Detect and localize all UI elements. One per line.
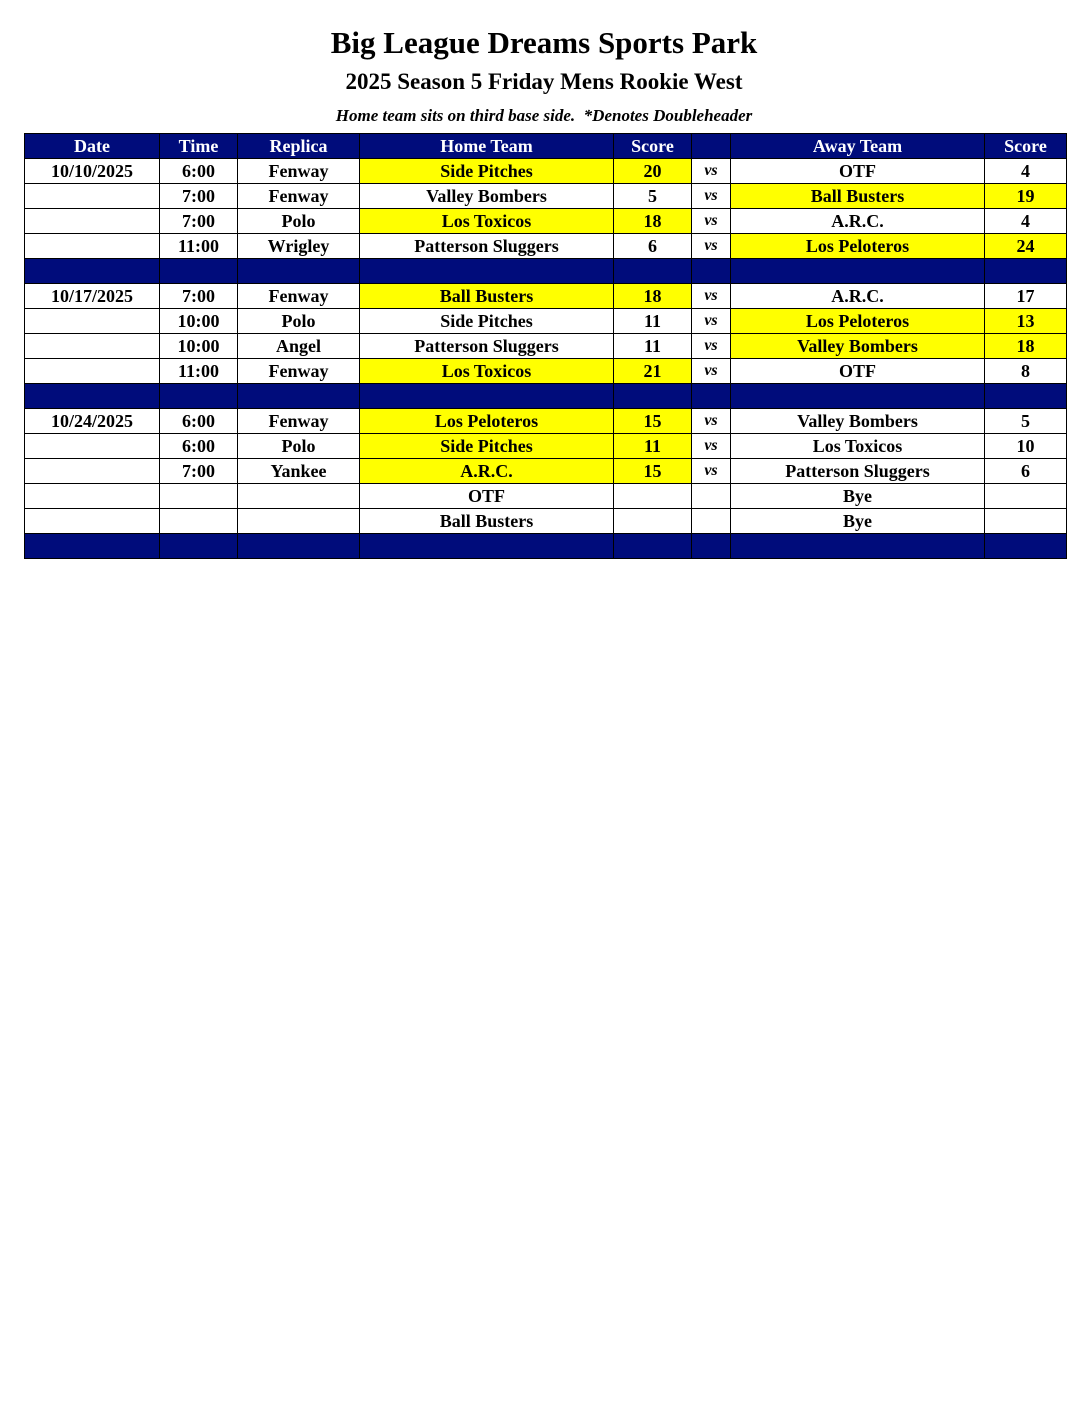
separator-row [25,534,1067,559]
date-cell: 10/24/2025 [25,409,160,434]
away-score-cell: 10 [985,434,1067,459]
separator-cell [731,534,985,559]
date-cell [25,209,160,234]
time-cell: 7:00 [160,184,238,209]
home-score-cell: 6 [614,234,692,259]
separator-cell [25,259,160,284]
home-score-cell [614,509,692,534]
date-cell: 10/17/2025 [25,284,160,309]
table-row [25,184,1067,209]
time-cell: 11:00 [160,359,238,384]
replica-cell: Angel [238,334,360,359]
date-cell: 10/10/2025 [25,159,160,184]
vs-cell: vs [692,184,731,209]
separator-cell [985,384,1067,409]
away-team-cell: Ball Busters [731,184,985,209]
home-score-cell: 15 [614,409,692,434]
table-row [25,209,1067,234]
vs-cell: vs [692,309,731,334]
away-team-cell: OTF [731,159,985,184]
separator-cell [25,384,160,409]
time-cell: 7:00 [160,209,238,234]
table-row [25,409,1067,434]
vs-cell: vs [692,284,731,309]
home-team-cell: Los Peloteros [360,409,614,434]
away-score-cell: 6 [985,459,1067,484]
time-cell: 7:00 [160,459,238,484]
separator-cell [614,384,692,409]
away-score-cell: 5 [985,409,1067,434]
away-score-cell: 4 [985,159,1067,184]
replica-cell: Yankee [238,459,360,484]
separator-cell [731,384,985,409]
separator-cell [160,534,238,559]
separator-row [25,259,1067,284]
separator-cell [614,259,692,284]
away-team-cell: Los Peloteros [731,309,985,334]
header-vs [692,134,731,159]
time-cell: 10:00 [160,334,238,359]
separator-cell [238,384,360,409]
separator-cell [985,259,1067,284]
separator-cell [614,534,692,559]
separator-cell [25,534,160,559]
away-score-cell [985,509,1067,534]
table-row [25,284,1067,309]
home-score-cell: 15 [614,459,692,484]
home-score-cell: 18 [614,284,692,309]
time-cell: 10:00 [160,309,238,334]
vs-cell: vs [692,434,731,459]
replica-cell: Fenway [238,159,360,184]
home-score-cell: 20 [614,159,692,184]
time-cell: 6:00 [160,159,238,184]
separator-cell [692,534,731,559]
date-cell [25,184,160,209]
schedule-table [24,133,1067,559]
home-team-cell: Ball Busters [360,284,614,309]
date-cell [25,459,160,484]
table-row [25,434,1067,459]
away-team-cell: A.R.C. [731,284,985,309]
separator-cell [692,259,731,284]
page-subtitle: 2025 Season 5 Friday Mens Rookie West [345,69,743,94]
vs-cell: vs [692,334,731,359]
vs-cell: vs [692,409,731,434]
away-team-cell: Bye [731,484,985,509]
header-time: Time [160,134,238,159]
home-team-cell: Patterson Sluggers [360,334,614,359]
away-score-cell: 24 [985,234,1067,259]
home-team-cell: Los Toxicos [360,359,614,384]
date-cell [25,484,160,509]
header-replica: Replica [238,134,360,159]
vs-cell: vs [692,359,731,384]
home-team-cell: OTF [360,484,614,509]
date-cell [25,509,160,534]
replica-cell: Polo [238,434,360,459]
separator-cell [985,534,1067,559]
time-cell: 6:00 [160,409,238,434]
header-home-score: Score [614,134,692,159]
header-away-team: Away Team [731,134,985,159]
time-cell: 11:00 [160,234,238,259]
home-score-cell: 5 [614,184,692,209]
separator-cell [731,259,985,284]
vs-cell: vs [692,234,731,259]
away-team-cell: Valley Bombers [731,334,985,359]
home-score-cell: 11 [614,309,692,334]
separator-cell [360,534,614,559]
header-date: Date [25,134,160,159]
date-cell [25,334,160,359]
date-cell [25,234,160,259]
away-score-cell: 17 [985,284,1067,309]
vs-cell: vs [692,459,731,484]
away-score-cell: 4 [985,209,1067,234]
table-row [25,359,1067,384]
away-team-cell: Los Toxicos [731,434,985,459]
table-row [25,309,1067,334]
separator-cell [238,534,360,559]
replica-cell: Polo [238,209,360,234]
away-score-cell: 8 [985,359,1067,384]
away-team-cell: Bye [731,509,985,534]
home-team-cell: Valley Bombers [360,184,614,209]
header-row [25,134,1067,159]
date-cell [25,309,160,334]
away-team-cell: Patterson Sluggers [731,459,985,484]
replica-cell: Fenway [238,409,360,434]
separator-cell [238,259,360,284]
table-row [25,334,1067,359]
away-score-cell: 18 [985,334,1067,359]
schedule-note: Home team sits on third base side. *Denotes Doubleheader [335,106,753,125]
time-cell: 6:00 [160,434,238,459]
table-row [25,159,1067,184]
home-score-cell: 21 [614,359,692,384]
home-team-cell: Side Pitches [360,309,614,334]
separator-cell [160,259,238,284]
replica-cell: Fenway [238,184,360,209]
home-team-cell: Patterson Sluggers [360,234,614,259]
vs-cell [692,484,731,509]
separator-cell [360,259,614,284]
table-row [25,234,1067,259]
header-home-team: Home Team [360,134,614,159]
home-team-cell: Los Toxicos [360,209,614,234]
header-away-score: Score [985,134,1067,159]
away-score-cell: 13 [985,309,1067,334]
time-cell [160,509,238,534]
schedule-body [25,159,1067,559]
replica-cell: Fenway [238,359,360,384]
table-row [25,459,1067,484]
vs-cell: vs [692,209,731,234]
away-team-cell: Los Peloteros [731,234,985,259]
away-team-cell: Valley Bombers [731,409,985,434]
date-cell [25,359,160,384]
separator-cell [692,384,731,409]
away-team-cell: OTF [731,359,985,384]
page-title: Big League Dreams Sports Park [330,25,758,60]
away-score-cell [985,484,1067,509]
home-team-cell: Ball Busters [360,509,614,534]
home-score-cell: 11 [614,334,692,359]
away-score-cell: 19 [985,184,1067,209]
table-row [25,509,1067,534]
replica-cell: Fenway [238,284,360,309]
vs-cell: vs [692,159,731,184]
separator-cell [360,384,614,409]
table-row [25,484,1067,509]
home-score-cell: 18 [614,209,692,234]
replica-cell: Wrigley [238,234,360,259]
date-cell [25,434,160,459]
vs-cell [692,509,731,534]
replica-cell [238,509,360,534]
home-score-cell [614,484,692,509]
home-team-cell: A.R.C. [360,459,614,484]
replica-cell: Polo [238,309,360,334]
time-cell [160,484,238,509]
away-team-cell: A.R.C. [731,209,985,234]
home-score-cell: 11 [614,434,692,459]
separator-cell [160,384,238,409]
home-team-cell: Side Pitches [360,434,614,459]
time-cell: 7:00 [160,284,238,309]
separator-row [25,384,1067,409]
replica-cell [238,484,360,509]
home-team-cell: Side Pitches [360,159,614,184]
